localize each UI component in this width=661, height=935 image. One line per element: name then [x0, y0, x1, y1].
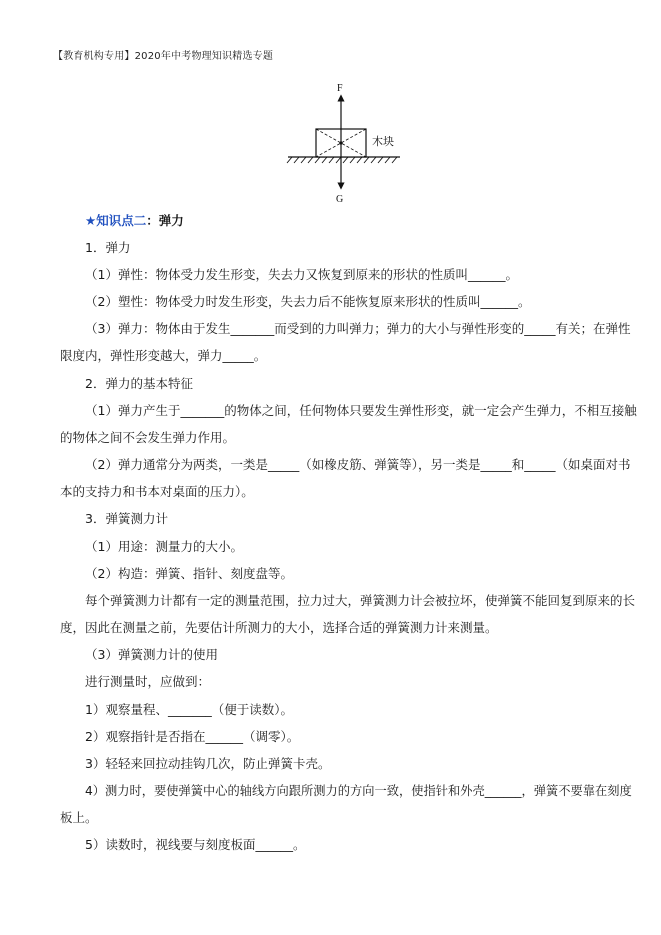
text-line: （1）用途：测量力的大小。 — [85, 539, 243, 554]
text-line: （2）弹力通常分为两类，一类是_____（如橡皮筋、弹簧等），另一类是_____和_____（如桌面对书 — [85, 457, 631, 472]
text-line: 4）测力时，要使弹簧中心的轴线方向跟所测力的方向一致，使指针和外壳______，弹簧不要靠在刻度 — [85, 784, 632, 798]
section-label: 知识点二 — [96, 213, 147, 228]
text-line: 度，因此在测量之前，先要估计所测力的大小，选择合适的弹簧测力计来测量。 — [60, 620, 498, 635]
force-diagram-svg — [280, 78, 420, 208]
text-line: 2）观察指针是否指在______（调零）。 — [85, 729, 300, 744]
block-label: 木块 — [372, 135, 394, 148]
text-line: （1）弹性：物体受力发生形变，失去力又恢复到原来的形状的性质叫______。 — [85, 267, 518, 282]
document-header: 【教育机构专用】2020年中考物理知识精选专题 — [53, 51, 274, 62]
text-line: 本的支持力和书本对桌面的压力）。 — [60, 484, 254, 499]
force-diagram — [280, 78, 420, 208]
text-line: （2）构造：弹簧、指针、刻度盘等。 — [85, 566, 293, 581]
text-line: 3）轻轻来回拉动挂钩几次，防止弹簧卡壳。 — [85, 756, 331, 771]
ground-hatch — [287, 157, 397, 163]
text-line: 每个弹簧测力计都有一定的测量范围，拉力过大，弹簧测力计会被拉坏，使弹簧不能回复到原来的长 — [85, 593, 636, 608]
text-line: 2．弹力的基本特征 — [85, 376, 193, 391]
center-point — [339, 141, 342, 144]
text-line: （3）弹簧测力计的使用 — [85, 647, 218, 662]
text-line: 3．弹簧测力计 — [85, 511, 168, 526]
text-line: （3）弹力：物体由于发生_______而受到的力叫弹力；弹力的大小与弹性形变的_____有关；在弹性 — [85, 321, 631, 336]
force-g-label: G — [336, 194, 344, 205]
text-line: 1）观察量程、_______（便于读数）。 — [85, 702, 293, 717]
force-f-label: F — [337, 83, 343, 94]
text-line: 限度内，弹性形变越大，弹力_____。 — [60, 348, 267, 363]
section-title-text: ：弹力 — [146, 213, 184, 228]
text-line: 板上。 — [60, 810, 98, 825]
text-line: （2）塑性：物体受力时发生形变，失去力后不能恢复原来形状的性质叫______。 — [85, 294, 531, 309]
star-icon: ★ — [85, 213, 97, 228]
text-line: 5）读数时，视线要与刻度板面______。 — [85, 837, 306, 852]
text-line: 1．弹力 — [85, 240, 131, 255]
section-title — [85, 213, 184, 229]
text-line: 的物体之间不会发生弹力作用。 — [60, 430, 236, 445]
text-line: （1）弹力产生于_______的物体之间，任何物体只要发生弹性形变，就一定会产生弹力，不相互接触 — [85, 403, 637, 418]
text-line: 进行测量时，应做到： — [85, 674, 211, 689]
